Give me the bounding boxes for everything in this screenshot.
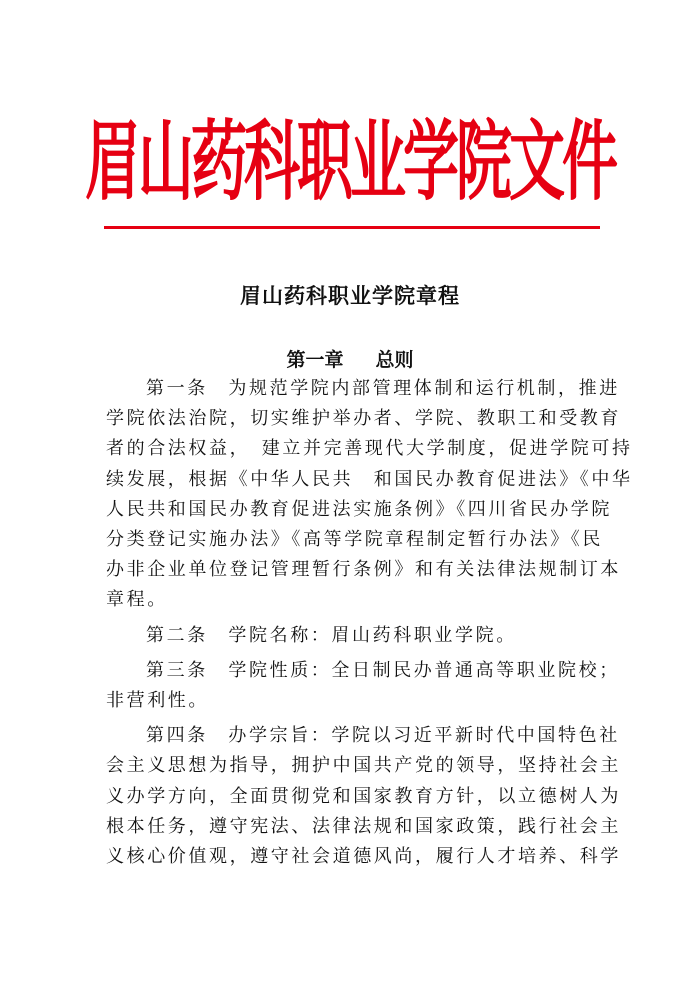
article-paragraph xyxy=(106,374,633,616)
chapter-number: 第一章 xyxy=(286,349,344,371)
masthead-title: 眉山药科职业学院文件 xyxy=(85,112,615,214)
article-line: 分类登记实施办法》《高等学院章程制定暂行办法》《民 xyxy=(106,529,603,551)
article-line: 第四条 办学宗旨：学院以习近平新时代中国特色社 xyxy=(146,725,620,747)
document-body xyxy=(106,374,633,877)
article-line: 续发展，根据《中华人民共 和国民办教育促进法》《中华 xyxy=(106,468,633,490)
article-line: 学院依法治院，切实维护举办者、学院、教职工和受教育 xyxy=(106,408,621,430)
chapter-heading xyxy=(100,345,600,372)
article-line: 会主义思想为指导，拥护中国共产党的领导，坚持社会主 xyxy=(106,755,621,777)
article-line: 人民共和国民办教育促进法实施条例》《四川省民办学院 xyxy=(106,498,612,520)
chapter-name: 总则 xyxy=(375,349,414,371)
article-line: 根本任务，遵守宪法、法律法规和国家政策，践行社会主 xyxy=(106,815,621,837)
article-paragraph xyxy=(106,721,621,872)
article-line: 章程。 xyxy=(106,589,168,611)
article-line: 第一条 为规范学院内部管理体制和运行机制，推进 xyxy=(146,378,620,399)
document-title: 眉山药科职业学院章程 xyxy=(240,284,460,308)
article-line: 第二条 学院名称：眉山药科职业学院。 xyxy=(146,624,517,646)
article-line: 办非企业单位登记管理暂行条例》和有关法律法规制订本 xyxy=(106,559,621,581)
article-paragraph xyxy=(106,656,620,716)
article-line: 义办学方向，全面贯彻党和国家教育方针，以立德树人为 xyxy=(106,785,621,807)
article-paragraph xyxy=(106,621,598,651)
article-line: 第三条 学院性质：全日制民办普通高等职业院校； xyxy=(146,659,620,681)
article-line: 者的合法权益， 建立并完善现代大学制度，促进学院可持 xyxy=(106,438,633,460)
red-divider-line xyxy=(104,226,600,229)
article-line: 非营利性。 xyxy=(106,690,209,712)
masthead xyxy=(85,104,615,214)
article-line: 义核心价值观，遵守社会道德风尚，履行人才培养、科学 xyxy=(106,846,621,868)
